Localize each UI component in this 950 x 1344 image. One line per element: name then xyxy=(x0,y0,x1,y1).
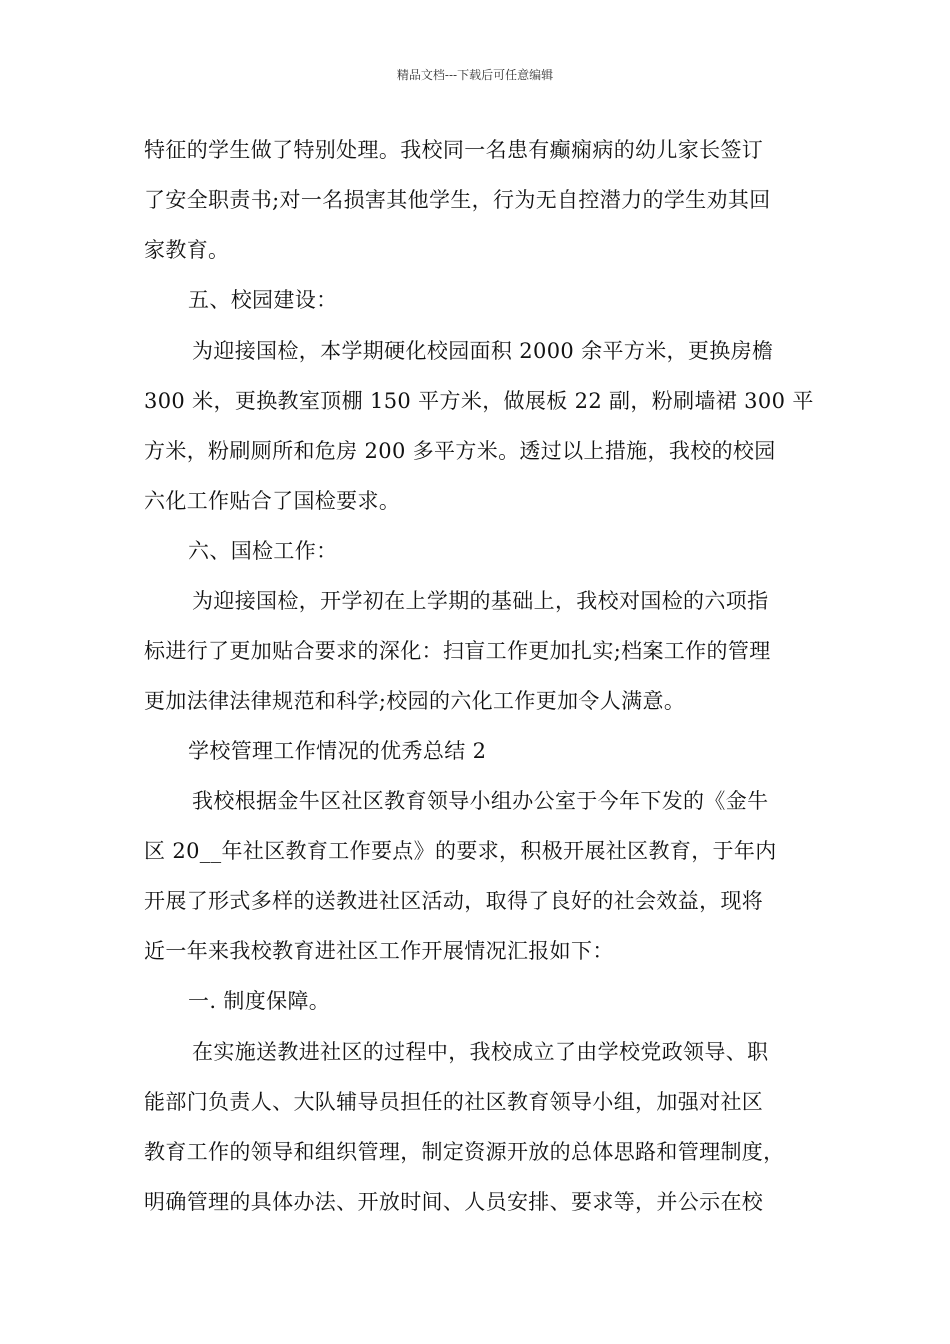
body-line: 教育工作的领导和组织管理，制定资源开放的总体思路和管理制度， xyxy=(144,1140,785,1164)
section-heading: 一. 制度保障。 xyxy=(188,989,331,1013)
body-line: 更加法律法律规范和科学;校园的六化工作更加令人满意。 xyxy=(144,689,686,713)
section-title: 学校管理工作情况的优秀总结 2 xyxy=(188,739,487,763)
section-heading: 五、校园建设： xyxy=(188,288,338,312)
body-line: 六化工作贴合了国检要求。 xyxy=(144,489,401,513)
page-header: 精品文档---下载后可任意编辑 xyxy=(396,68,554,82)
body-line: 方米，粉刷厕所和危房 200 多平方米。透过以上措施，我校的校园 xyxy=(144,439,776,463)
body-line: 明确管理的具体办法、开放时间、人员安排、要求等，并公示在校 xyxy=(144,1190,764,1214)
body-line: 了安全职责书;对一名损害其他学生，行为无自控潜力的学生劝其回 xyxy=(144,188,771,212)
body-line: 特征的学生做了特别处理。我校同一名患有癫痫病的幼儿家长签订 xyxy=(144,138,764,162)
body-line: 家教育。 xyxy=(144,238,230,262)
body-line: 能部门负责人、大队辅导员担任的社区教育领导小组，加强对社区 xyxy=(144,1090,764,1114)
body-line: 开展了形式多样的送教进社区活动，取得了良好的社会效益，现将 xyxy=(144,889,764,913)
body-line: 标进行了更加贴合要求的深化：扫盲工作更加扎实;档案工作的管理 xyxy=(144,639,771,663)
body-line: 为迎接国检，本学期硬化校园面积 2000 余平方米，更换房檐 xyxy=(192,339,774,363)
section-heading: 六、国检工作： xyxy=(188,539,338,563)
body-line: 为迎接国检，开学初在上学期的基础上，我校对国检的六项指 xyxy=(192,589,769,613)
body-line: 近一年来我校教育进社区工作开展情况汇报如下： xyxy=(144,939,614,963)
body-line: 我校根据金牛区社区教育领导小组办公室于今年下发的《金牛 xyxy=(192,789,769,813)
body-line: 300 米，更换教室顶棚 150 平方米，做展板 22 副，粉刷墙裙 300 平 xyxy=(144,389,814,413)
body-line: 在实施送教进社区的过程中，我校成立了由学校党政领导、职 xyxy=(192,1040,769,1064)
body-line: 区 20__年社区教育工作要点》的要求，积极开展社区教育，于年内 xyxy=(144,839,777,863)
